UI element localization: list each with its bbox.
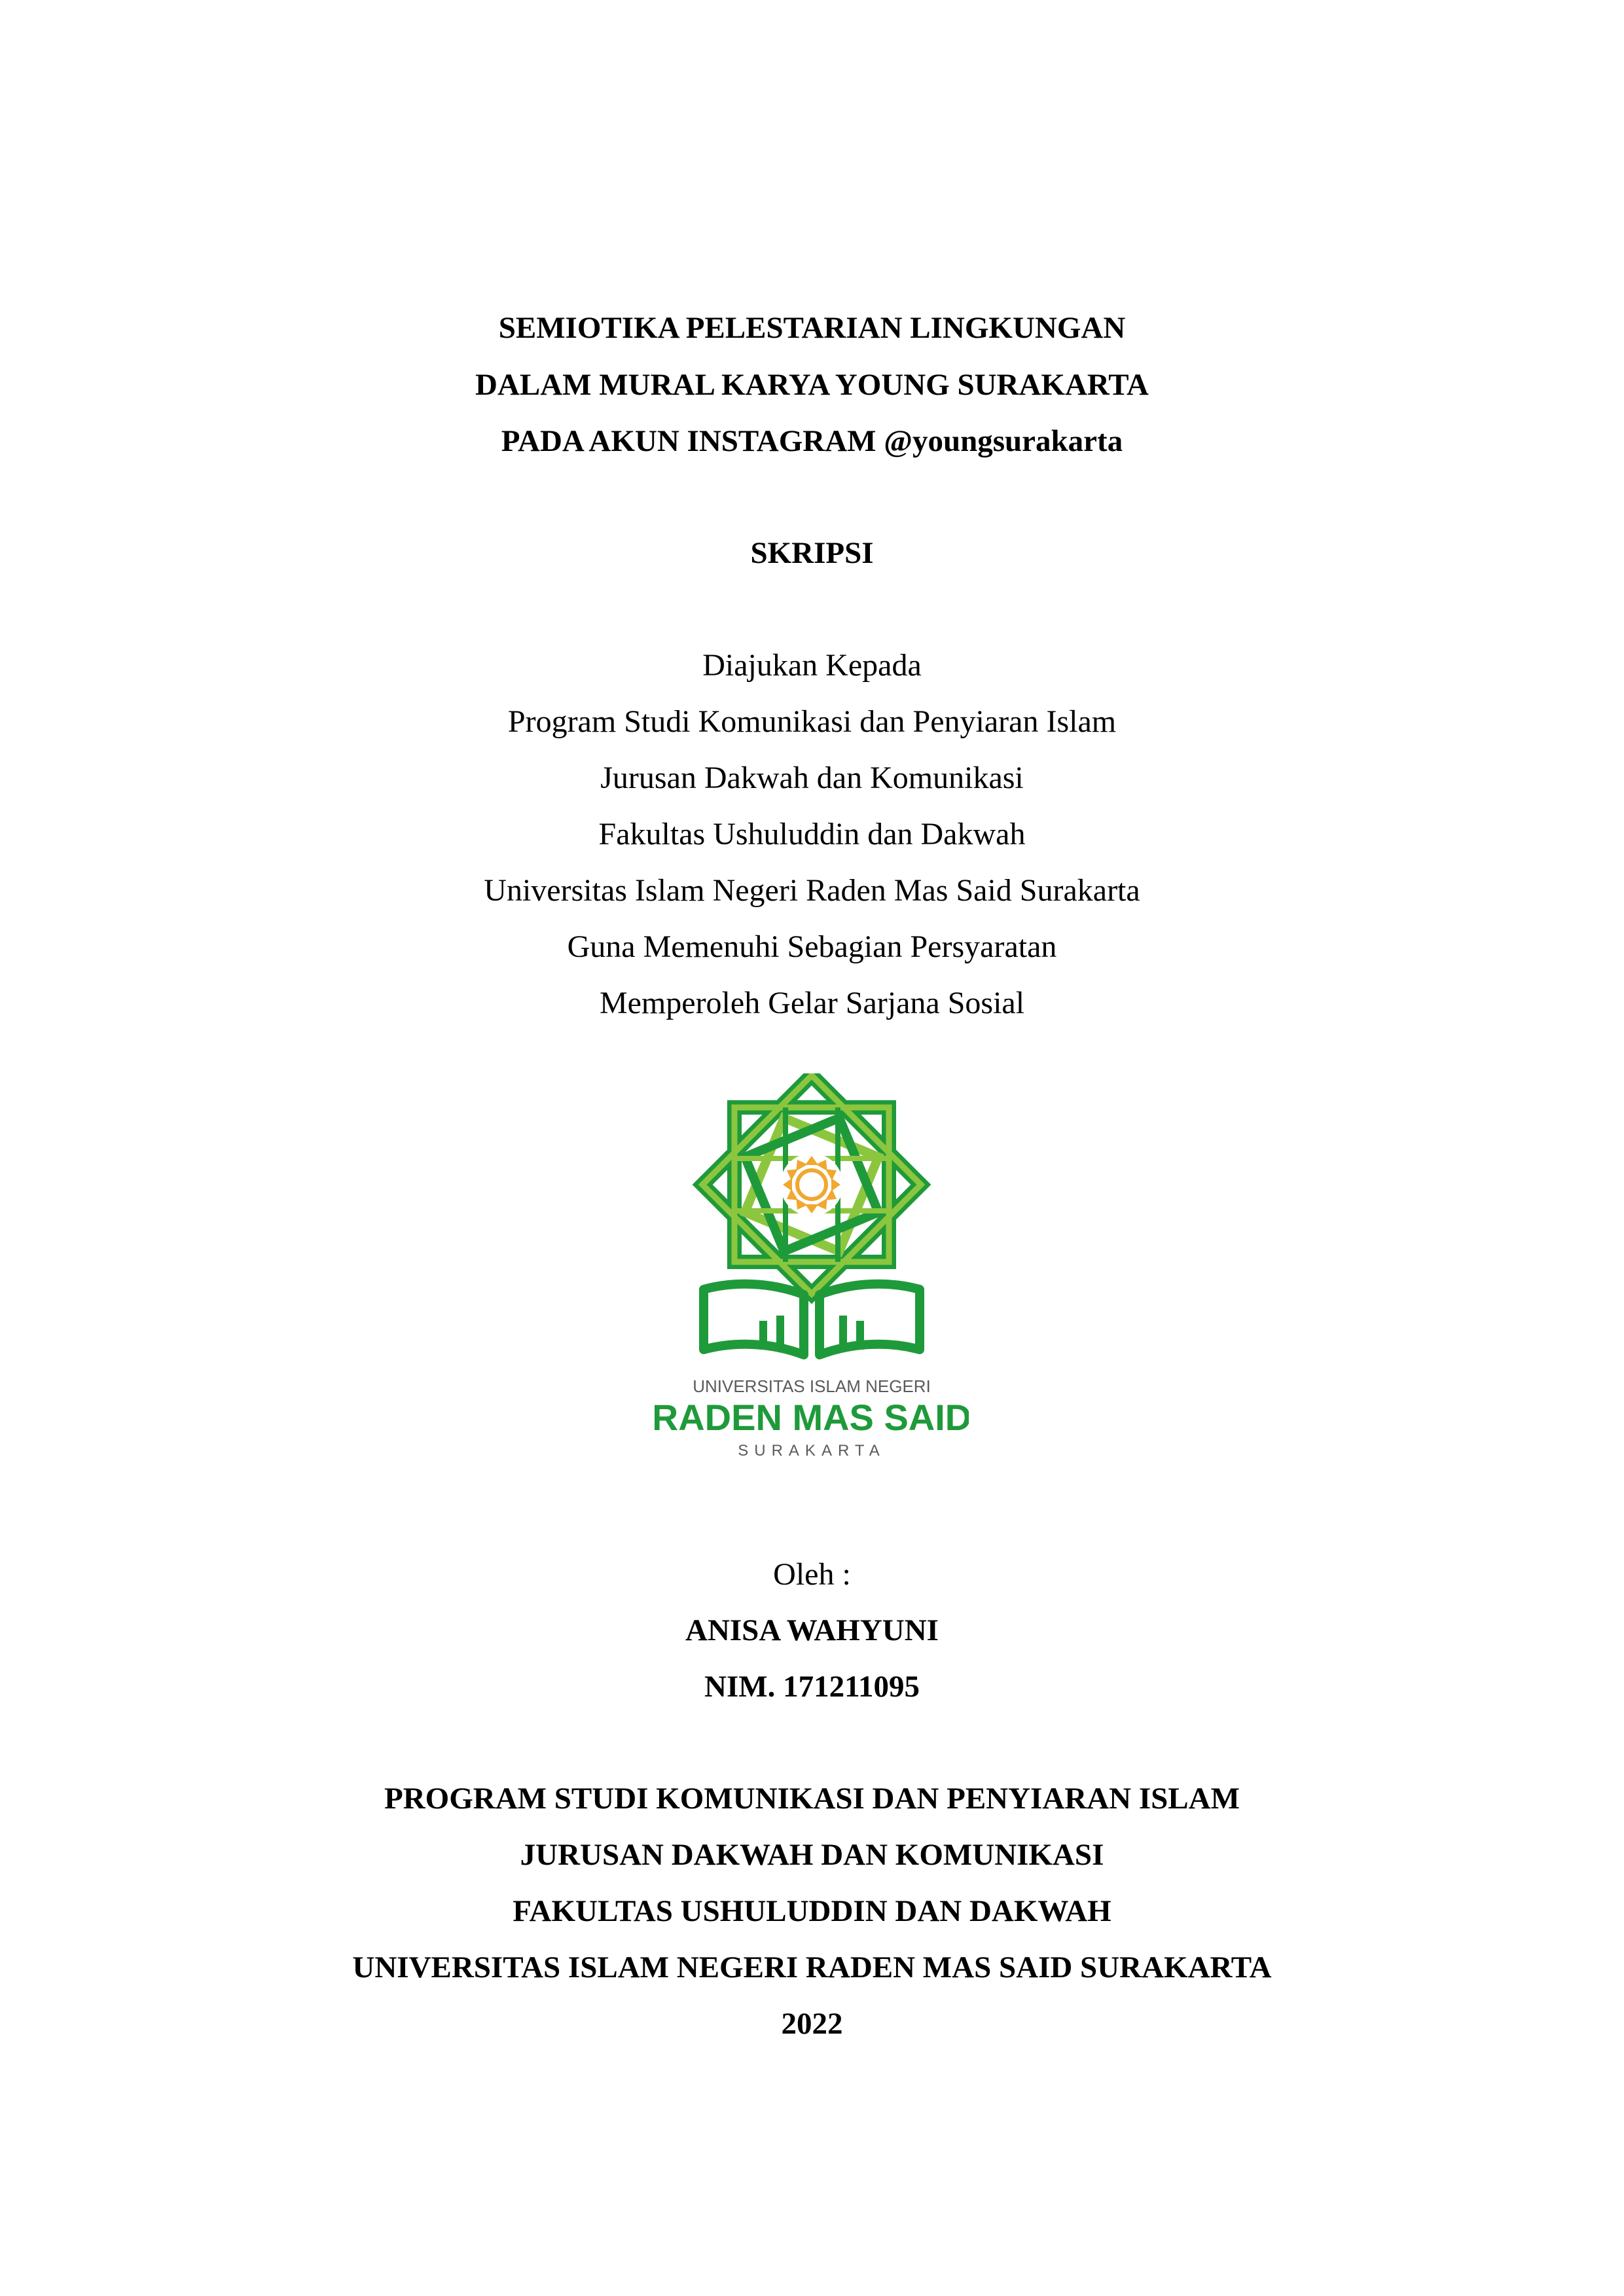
university-logo bbox=[655, 1073, 969, 1479]
submission-line-1: Diajukan Kepada bbox=[702, 648, 922, 683]
institution-line-4: UNIVERSITAS ISLAM NEGERI RADEN MAS SAID SURAKARTA bbox=[352, 1950, 1272, 1984]
logo-text-line-1: UNIVERSITAS ISLAM NEGERI bbox=[693, 1376, 931, 1396]
submission-line-3: Jurusan Dakwah dan Komunikasi bbox=[600, 761, 1024, 795]
submission-line-6: Guna Memenuhi Sebagian Persyaratan bbox=[567, 929, 1057, 964]
submission-line-4: Fakultas Ushuluddin dan Dakwah bbox=[598, 817, 1026, 852]
submission-line-5: Universitas Islam Negeri Raden Mas Said Surakarta bbox=[484, 873, 1140, 908]
document-type: SKRIPSI bbox=[750, 536, 874, 570]
author-nim: NIM. 171211095 bbox=[704, 1670, 920, 1704]
logo-text-line-2: RADEN MAS SAID bbox=[655, 1397, 969, 1438]
university-emblem-icon bbox=[655, 1073, 969, 1479]
logo-text-line-3: SURAKARTA bbox=[738, 1442, 886, 1460]
submission-line-2: Program Studi Komunikasi dan Penyiaran Islam bbox=[507, 704, 1117, 739]
title-line-3: PADA AKUN INSTAGRAM @youngsurakarta bbox=[501, 424, 1123, 458]
institution-line-3: FAKULTAS USHULUDDIN DAN DAKWAH bbox=[513, 1894, 1111, 1928]
title-line-1: SEMIOTIKA PELESTARIAN LINGKUNGAN bbox=[498, 311, 1126, 345]
institution-line-1: PROGRAM STUDI KOMUNIKASI DAN PENYIARAN ISLAM bbox=[384, 1782, 1240, 1816]
year: 2022 bbox=[781, 2007, 843, 2041]
institution-line-2: JURUSAN DAKWAH DAN KOMUNIKASI bbox=[520, 1838, 1104, 1872]
submission-line-7: Memperoleh Gelar Sarjana Sosial bbox=[599, 986, 1025, 1020]
by-label: Oleh : bbox=[773, 1557, 851, 1592]
author-name: ANISA WAHYUNI bbox=[685, 1613, 939, 1647]
title-line-2: DALAM MURAL KARYA YOUNG SURAKARTA bbox=[475, 368, 1149, 402]
